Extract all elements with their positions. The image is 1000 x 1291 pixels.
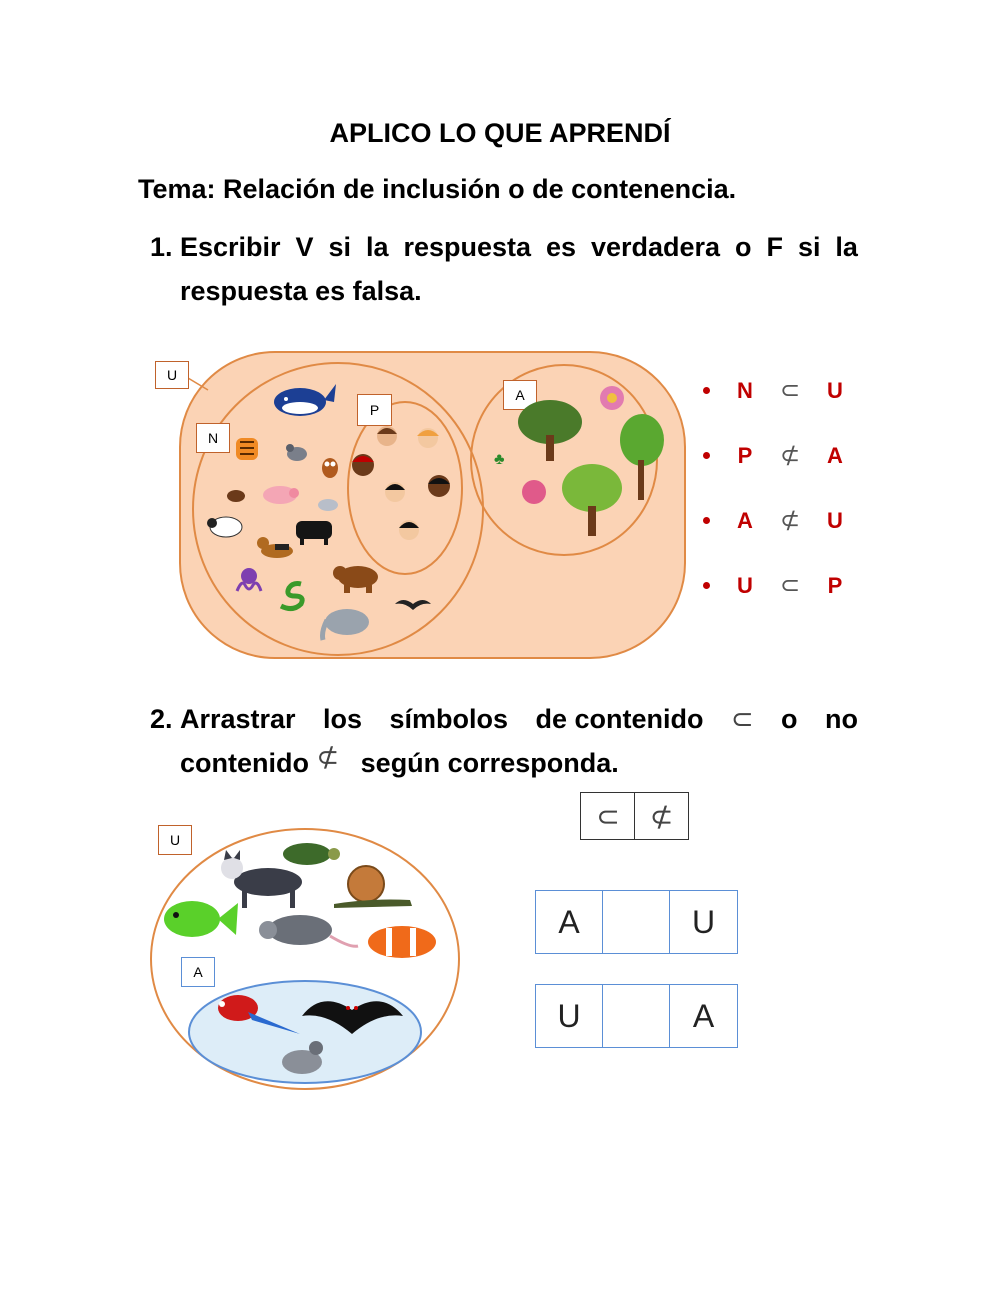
q1-line2: respuesta es falsa. — [180, 276, 422, 306]
q2-number: 2. — [150, 704, 173, 734]
fish-icon — [160, 895, 240, 943]
snake-icon — [275, 578, 309, 612]
q1-word: la — [365, 232, 389, 262]
statement-symbol: ⊂ — [779, 572, 801, 599]
q2-word: los — [323, 704, 363, 734]
q2-word: o — [781, 704, 798, 734]
statement-left: U — [737, 572, 753, 598]
q1-line1 — [180, 232, 858, 263]
label-a-2: A — [181, 957, 215, 987]
answer-row-2-drop-target[interactable] — [602, 984, 670, 1048]
page-title: APLICO LO QUE APRENDÍ — [329, 118, 671, 148]
statement-right: P — [827, 572, 843, 598]
plants-icon — [494, 380, 675, 540]
bat-icon — [393, 596, 433, 612]
label-a: A — [503, 380, 537, 410]
statement-2 — [703, 441, 863, 470]
q2-word: de contenido — [535, 704, 704, 734]
statement-right: U — [827, 377, 843, 403]
q2-line1 — [180, 704, 858, 735]
parrot-icon — [208, 990, 303, 1040]
owl-icon — [320, 455, 340, 479]
tiger-icon — [232, 430, 262, 464]
rat-icon — [250, 908, 360, 958]
label-u: U — [155, 361, 189, 389]
q2-word: Arrastrar — [180, 704, 296, 734]
q2-word: símbolos — [389, 704, 509, 734]
q2-word: contenido — [180, 748, 309, 778]
q1-word: o — [735, 232, 752, 262]
topic-heading: Tema: Relación de inclusión o de contenencia. — [138, 174, 737, 204]
q1-word: V — [295, 232, 314, 262]
bear-icon — [330, 561, 382, 595]
subset-symbol-tile[interactable]: ⊂ — [580, 792, 636, 840]
people-icon — [345, 420, 465, 540]
q1-word: la — [835, 232, 858, 262]
clownfish-icon — [362, 922, 446, 962]
statement-right: U — [827, 507, 843, 533]
dog-icon — [255, 533, 299, 565]
not-subset-symbol-tile[interactable]: ⊄ — [634, 792, 689, 840]
pigeon-icon — [284, 440, 310, 466]
answer-row-2-left: U — [535, 984, 603, 1048]
q1-word: Escribir — [180, 232, 281, 262]
q1-number: 1. — [150, 232, 173, 262]
q1-word: verdadera — [590, 232, 721, 262]
subset-symbol-inline: ⊂ — [730, 704, 754, 734]
q1-word: si — [797, 232, 821, 262]
pigeon-icon-2 — [276, 1034, 330, 1082]
statement-4 — [703, 571, 863, 600]
octopus-icon — [232, 565, 266, 593]
label-n: N — [196, 423, 230, 453]
answer-row-1-drop-target[interactable] — [602, 890, 670, 954]
label-u-2: U — [158, 825, 192, 855]
svg-text:♣: ♣ — [494, 451, 505, 468]
not-subset-symbol-inline: ⊄ — [316, 742, 340, 772]
statement-left: A — [737, 507, 753, 533]
pig-icon — [260, 483, 300, 507]
statement-symbol: ⊄ — [779, 442, 801, 469]
answer-row-1-left: A — [535, 890, 603, 954]
sheep-icon — [206, 513, 246, 543]
statement-symbol: ⊄ — [779, 507, 801, 534]
whale-icon — [270, 372, 340, 422]
answer-row-2-right: A — [669, 984, 738, 1048]
statement-symbol: ⊂ — [779, 377, 801, 404]
statement-right: A — [827, 442, 843, 468]
q1-word: si — [328, 232, 352, 262]
q1-word: F — [766, 232, 783, 262]
statement-1 — [703, 376, 863, 405]
q2-line2 — [180, 742, 619, 779]
q1-word: respuesta — [403, 232, 532, 262]
statement-3 — [703, 506, 863, 535]
bat-icon-2 — [300, 988, 405, 1036]
bird-icon — [225, 483, 247, 505]
q2-word: según corresponda. — [360, 748, 619, 778]
q2-word: no — [824, 704, 858, 734]
answer-row-1-right: U — [669, 890, 738, 954]
statement-left: N — [737, 377, 753, 403]
statement-left: P — [737, 442, 753, 468]
q1-word: es — [545, 232, 577, 262]
rabbit-icon — [315, 495, 341, 513]
elephant-icon — [315, 604, 373, 642]
snail-icon — [330, 862, 415, 910]
label-p: P — [357, 394, 392, 426]
